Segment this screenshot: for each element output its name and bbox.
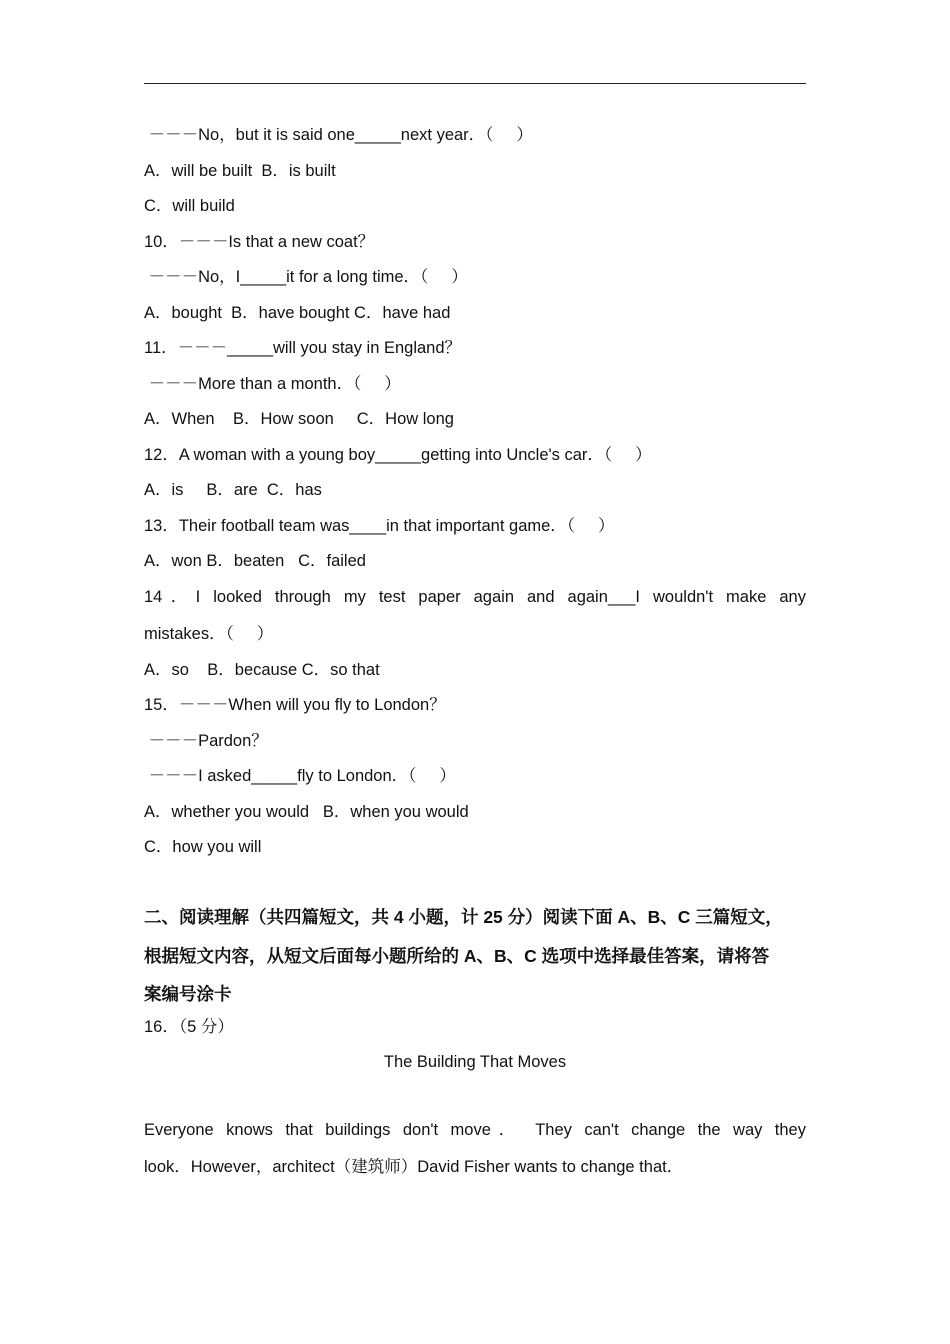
q15-question: 15．－－－When will you fly to London？ <box>144 696 446 714</box>
q10-question: 10．－－－Is that a new coat？ <box>144 233 375 251</box>
passage-paragraph-line2: look．However，architect（建筑师）David Fisher wants to change that． <box>144 1158 684 1176</box>
q10-options: A．bought B．have bought C．have had <box>144 304 451 322</box>
q9-options-ab: A．will be built B．is built <box>144 162 336 180</box>
q15-reply: －－－Pardon？ <box>144 732 268 750</box>
q9-answer-line: －－－No，but it is said one_____next year．（ ） <box>144 126 533 144</box>
q11-options: A．When B．How soon C．How long <box>144 410 454 428</box>
header-rule <box>144 83 806 84</box>
q15-answer-line: －－－I asked_____fly to London．（ ） <box>144 767 456 785</box>
q12-question: 12．A woman with a young boy_____getting into Uncle's car．（ ） <box>144 446 652 464</box>
q9-option-c: C．will build <box>144 197 235 215</box>
q14-question-line1: 14．I looked through my test paper again and again___I wouldn't make any <box>144 588 806 606</box>
q12-options: A．is B．are C．has <box>144 481 322 499</box>
q13-question: 13．Their football team was____in that important game．（ ） <box>144 517 615 535</box>
q11-answer-line: －－－More than a month．（ ） <box>144 375 401 393</box>
q13-options: A．won B．beaten C．failed <box>144 552 366 570</box>
q14-question-line2: mistakes．（ ） <box>144 625 274 643</box>
q16-label: 16．（5 分） <box>144 1018 234 1036</box>
section2-heading-line1: 二、阅读理解（共四篇短文，共 4 小题，计 25 分）阅读下面 A、B、C 三篇短文， <box>144 907 783 927</box>
passage-paragraph-line1: Everyone knows that buildings don't move． They can't change the way they <box>144 1121 806 1139</box>
section2-heading-line3: 案编号涂卡 <box>144 984 232 1004</box>
q10-answer-line: －－－No，I_____it for a long time．（ ） <box>144 268 468 286</box>
q14-options: A．so B．because C．so that <box>144 661 380 679</box>
q15-options-ab: A．whether you would B．when you would <box>144 803 469 821</box>
q11-question: 11．－－－_____will you stay in England？ <box>144 339 462 357</box>
section2-heading-line2: 根据短文内容，从短文后面每小题所给的 A、B、C 选项中选择最佳答案，请将答 <box>144 946 770 966</box>
q15-option-c: C．how you will <box>144 838 262 856</box>
passage-title: The Building That Moves <box>383 1053 567 1071</box>
